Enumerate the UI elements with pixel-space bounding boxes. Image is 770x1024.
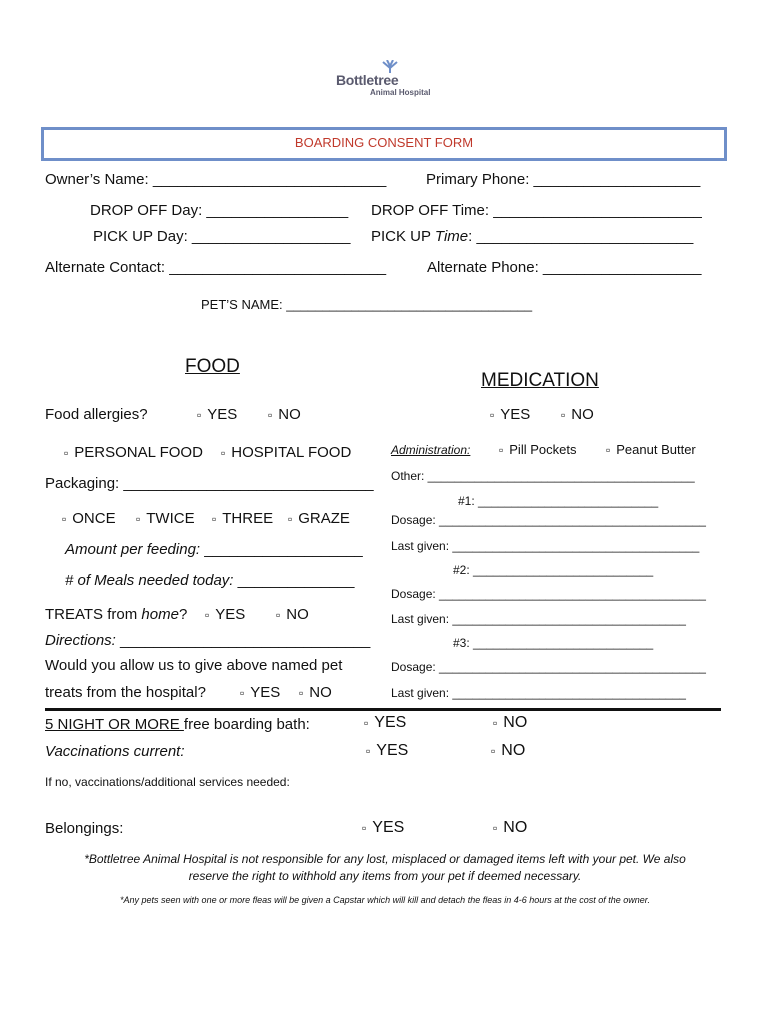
administration-label: Administration: xyxy=(391,443,471,457)
checkbox-icon[interactable]: ▫ xyxy=(493,716,498,730)
twice-option[interactable] xyxy=(136,510,195,527)
checkbox-icon[interactable]: ▫ xyxy=(64,446,69,460)
peanut-butter-option[interactable] xyxy=(606,442,696,457)
peanut-butter-label: Peanut Butter xyxy=(616,442,696,457)
hospital-logo xyxy=(336,60,446,104)
food-allergies-label: Food allergies? xyxy=(45,406,148,423)
twice-label: TWICE xyxy=(146,510,195,527)
checkbox-icon[interactable]: ▫ xyxy=(499,443,504,457)
if-no-vaccinations-label: If no, vaccinations/additional services needed: xyxy=(45,775,290,789)
hospital-food-option[interactable] xyxy=(221,444,351,461)
no-label: NO xyxy=(571,406,594,423)
no-label: NO xyxy=(278,406,301,423)
checkbox-icon[interactable]: ▫ xyxy=(362,821,367,835)
meals-needed-label: # of Meals needed today: xyxy=(65,572,234,589)
pill-pockets-option[interactable] xyxy=(499,442,576,457)
checkbox-icon[interactable]: ▫ xyxy=(240,686,245,700)
checkbox-icon[interactable]: ▫ xyxy=(276,608,281,622)
section-divider xyxy=(45,708,721,711)
checkbox-icon[interactable]: ▫ xyxy=(561,408,566,422)
belongings-no[interactable] xyxy=(493,819,527,837)
bath-rest: free boarding bath: xyxy=(183,716,310,733)
no-label: NO xyxy=(286,606,309,623)
alternate-phone-field[interactable]: Alternate Phone: ___________________ xyxy=(427,259,702,276)
dosage-2-field[interactable]: Dosage: ________________________________________ xyxy=(391,587,706,601)
medication-1-field[interactable]: #1: ___________________________ xyxy=(458,494,659,508)
drop-off-time-field[interactable]: DROP OFF Time: _________________________ xyxy=(371,202,702,219)
checkbox-icon[interactable]: ▫ xyxy=(491,744,496,758)
pill-pockets-label: Pill Pockets xyxy=(509,442,577,457)
drop-off-day-field[interactable]: DROP OFF Day: _________________ xyxy=(90,202,349,219)
food-allergies-yes[interactable] xyxy=(197,406,237,423)
last-given-2-field[interactable]: Last given: ___________________________________ xyxy=(391,612,686,626)
checkbox-icon[interactable]: ▫ xyxy=(364,716,369,730)
other-field[interactable]: Other: ________________________________________ xyxy=(391,469,695,483)
disclaimer-line1: *Bottletree Animal Hospital is not responsible for any lost, misplaced or damaged items left with your pet. We also xyxy=(84,852,686,866)
three-option[interactable] xyxy=(212,510,273,527)
hospital-food-label: HOSPITAL FOOD xyxy=(231,444,352,461)
yes-label: YES xyxy=(372,819,405,836)
allow-treats-yes[interactable] xyxy=(240,684,280,701)
medication-2-field[interactable]: #2: ___________________________ xyxy=(453,563,654,577)
disclaimer-line2: reserve the right to withhold any items from your pet if deemed necessary. xyxy=(188,869,582,883)
no-label: NO xyxy=(501,742,526,759)
amount-per-feeding-line: ___________________ xyxy=(200,541,363,558)
treats-from-home-label xyxy=(45,606,187,623)
meals-needed-line: ______________ xyxy=(233,572,355,589)
once-option[interactable] xyxy=(62,510,116,527)
checkbox-icon[interactable]: ▫ xyxy=(366,744,371,758)
checkbox-icon[interactable]: ▫ xyxy=(606,443,611,457)
no-label: NO xyxy=(503,819,528,836)
vaccinations-no[interactable] xyxy=(491,742,525,760)
graze-option[interactable] xyxy=(288,510,350,527)
checkbox-icon[interactable]: ▫ xyxy=(299,686,304,700)
yes-label: YES xyxy=(500,406,531,423)
bath-yes[interactable] xyxy=(364,714,406,732)
checkbox-icon[interactable]: ▫ xyxy=(221,446,226,460)
dosage-1-field[interactable]: Dosage: ________________________________________ xyxy=(391,513,706,527)
vaccinations-label: Vaccinations current: xyxy=(45,743,185,760)
primary-phone-field[interactable]: Primary Phone: ____________________ xyxy=(426,171,701,188)
food-allergies-no[interactable] xyxy=(268,406,301,423)
amount-per-feeding-label: Amount per feeding: xyxy=(65,541,201,558)
treats-prefix: TREATS from xyxy=(45,606,138,623)
personal-food-label: PERSONAL FOOD xyxy=(74,444,203,461)
checkbox-icon[interactable]: ▫ xyxy=(62,512,67,526)
once-label: ONCE xyxy=(72,510,116,527)
yes-label: YES xyxy=(215,606,246,623)
three-label: THREE xyxy=(222,510,274,527)
no-label: NO xyxy=(503,714,528,731)
pick-up-time-field[interactable] xyxy=(371,228,693,245)
pets-name-field[interactable]: PET’S NAME: __________________________________ xyxy=(201,297,533,312)
directions-label: Directions: xyxy=(45,632,116,649)
yes-label: YES xyxy=(374,714,407,731)
flea-note: *Any pets seen with one or more fleas will be given a Capstar which will kill and detach the fleas in 4-6 hours at the cost of the owner. xyxy=(120,895,650,905)
allow-treats-no[interactable] xyxy=(299,684,332,701)
owner-name-field[interactable]: Owner’s Name: ____________________________ xyxy=(45,171,387,188)
checkbox-icon[interactable]: ▫ xyxy=(205,608,210,622)
dosage-3-field[interactable]: Dosage: ________________________________________ xyxy=(391,660,706,674)
last-given-1-field[interactable]: Last given: _____________________________________ xyxy=(391,539,700,553)
checkbox-icon[interactable]: ▫ xyxy=(212,512,217,526)
yes-label: YES xyxy=(207,406,238,423)
medication-heading: MEDICATION xyxy=(481,370,599,391)
personal-food-option[interactable] xyxy=(64,444,203,461)
no-label: NO xyxy=(309,684,332,701)
form-title: BOARDING CONSENT FORM xyxy=(294,135,474,150)
medication-yes[interactable] xyxy=(490,406,530,423)
logo-subtitle: Animal Hospital xyxy=(370,88,431,97)
pick-up-time-prefix: PICK UP xyxy=(371,228,431,245)
directions-line: ______________________________ xyxy=(115,632,371,649)
checkbox-icon[interactable]: ▫ xyxy=(490,408,495,422)
belongings-label: Belongings: xyxy=(45,820,124,837)
allow-treats-line1: Would you allow us to give above named pet xyxy=(45,657,343,674)
pick-up-time-line: : __________________________ xyxy=(468,228,694,245)
bath-label xyxy=(45,716,310,733)
graze-label: GRAZE xyxy=(298,510,350,527)
meals-needed-field[interactable] xyxy=(65,572,354,589)
checkbox-icon[interactable]: ▫ xyxy=(288,512,293,526)
yes-label: YES xyxy=(376,742,409,759)
checkbox-icon[interactable]: ▫ xyxy=(136,512,141,526)
medication-3-field[interactable]: #3: ___________________________ xyxy=(453,636,654,650)
medication-no[interactable] xyxy=(561,406,594,423)
vaccinations-yes[interactable] xyxy=(366,742,408,760)
bath-underlined: 5 NIGHT OR MORE xyxy=(45,716,184,733)
bath-no[interactable] xyxy=(493,714,527,732)
allow-treats-line2: treats from the hospital? xyxy=(45,684,206,701)
checkbox-icon[interactable]: ▫ xyxy=(493,821,498,835)
packaging-field[interactable]: Packaging: ______________________________ xyxy=(45,475,374,492)
alternate-contact-field[interactable]: Alternate Contact: __________________________ xyxy=(45,259,387,276)
yes-label: YES xyxy=(250,684,281,701)
amount-per-feeding-field[interactable] xyxy=(65,541,363,558)
checkbox-icon[interactable]: ▫ xyxy=(268,408,273,422)
treats-italic: home xyxy=(141,606,179,623)
checkbox-icon[interactable]: ▫ xyxy=(197,408,202,422)
food-heading: FOOD xyxy=(185,356,240,377)
logo-name: Bottletree xyxy=(336,72,399,88)
pick-up-day-field[interactable]: PICK UP Day: ___________________ xyxy=(93,228,351,245)
treats-yes[interactable] xyxy=(205,606,245,623)
directions-field[interactable] xyxy=(45,632,370,649)
pick-up-time-italic: Time xyxy=(434,228,469,245)
treats-suffix: ? xyxy=(178,606,188,623)
treats-no[interactable] xyxy=(276,606,309,623)
belongings-yes[interactable] xyxy=(362,819,404,837)
last-given-3-field[interactable]: Last given: ___________________________________ xyxy=(391,686,686,700)
